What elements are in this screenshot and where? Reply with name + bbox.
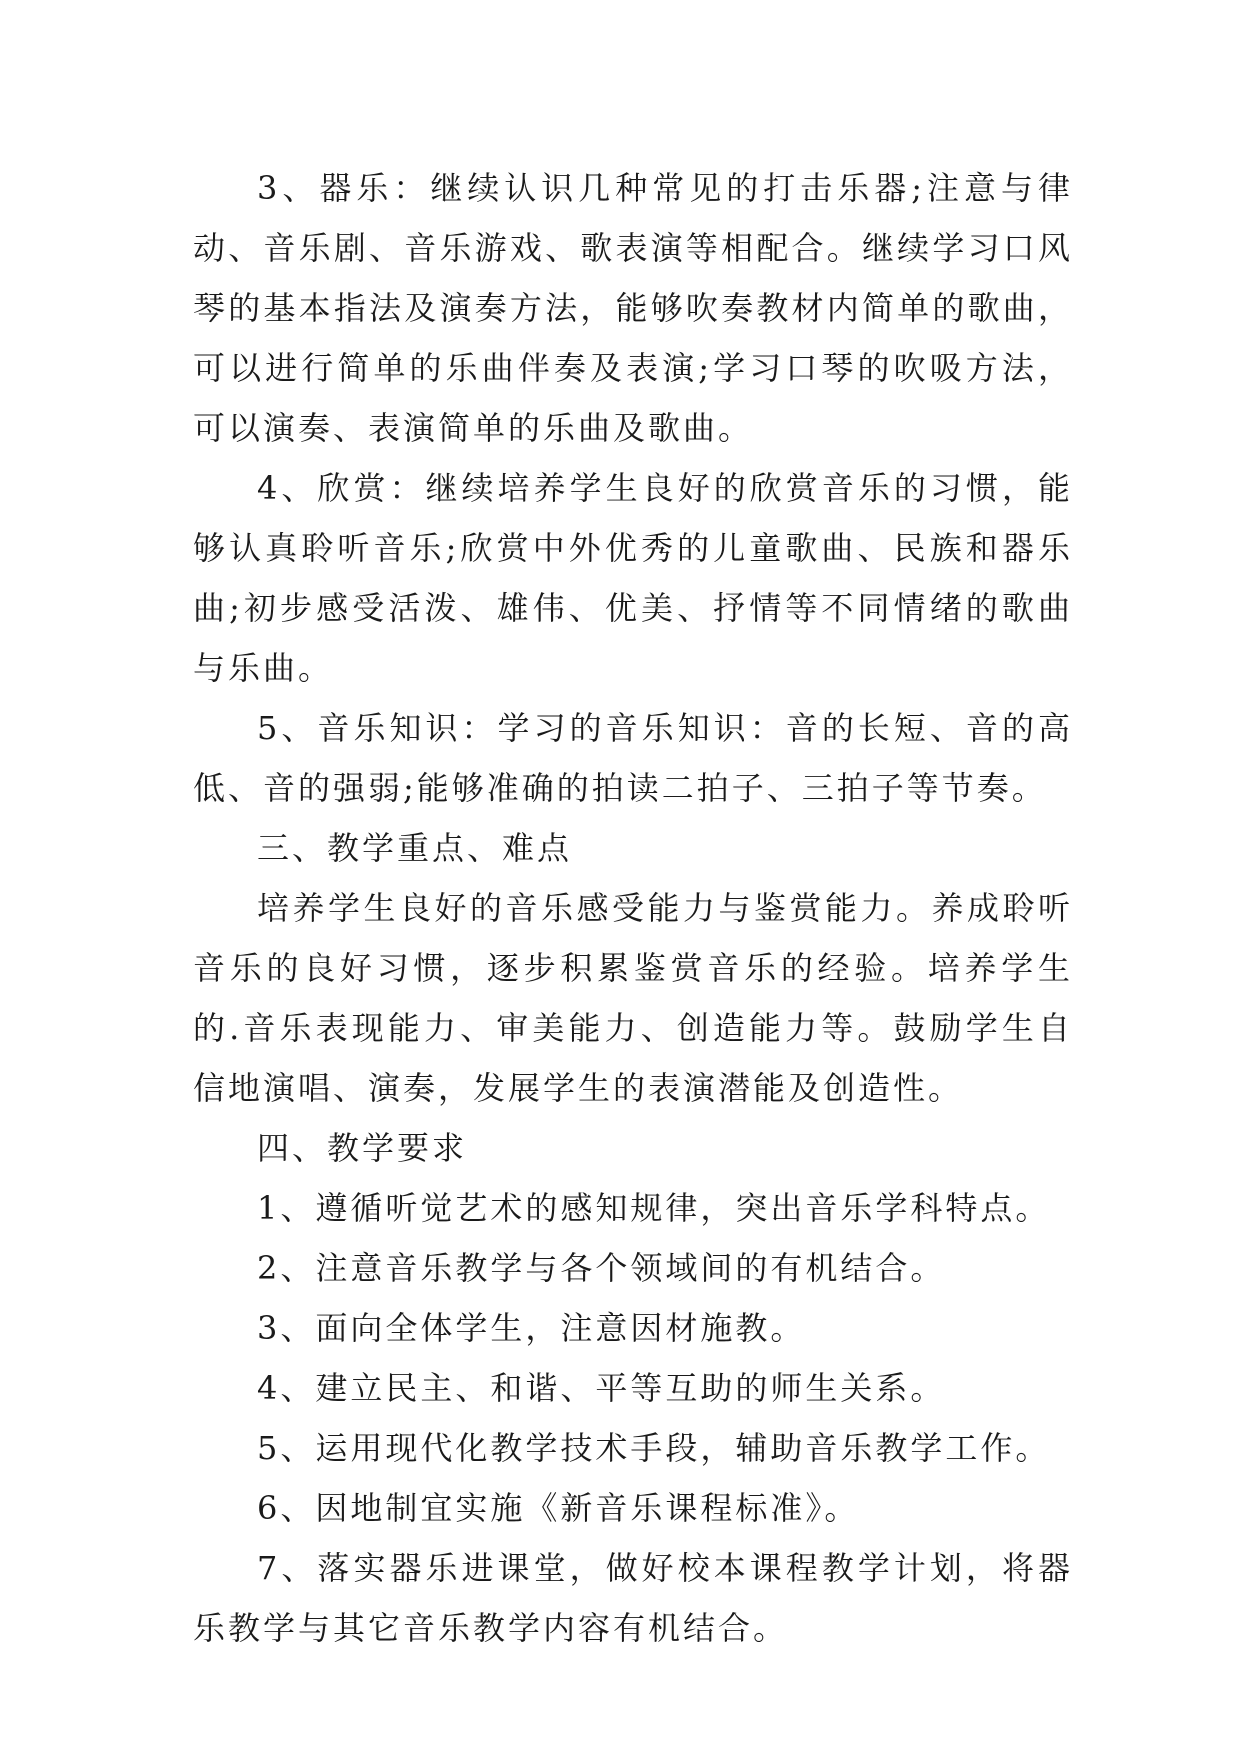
para-requirement-6: 6、因地制宜实施《新音乐课程标准》。 xyxy=(257,1489,860,1527)
para-requirement-7: 7、落实器乐进课堂，做好校本课程教学计划，将器乐教学与其它音乐教学内容有机结合。 xyxy=(193,1549,1073,1647)
para-appreciation: 4、欣赏：继续培养学生良好的欣赏音乐的习惯，能够认真聆听音乐;欣赏中外优秀的儿童歌曲、民族和器乐曲;初步感受活泼、雄伟、优美、抒情等不同情绪的歌曲与乐曲。 xyxy=(193,469,1073,687)
heading-requirements: 四、教学要求 xyxy=(257,1129,468,1167)
para-key-points-body: 培养学生良好的音乐感受能力与鉴赏能力。养成聆听音乐的良好习惯，逐步积累鉴赏音乐的经验。培养学生的.音乐表现能力、审美能力、创造能力等。鼓励学生自信地演唱、演奏，发展学生的表演潜能及创造性。 xyxy=(193,889,1073,1107)
para-requirement-3: 3、面向全体学生，注意因材施教。 xyxy=(257,1309,806,1347)
para-requirement-2: 2、注意音乐教学与各个领域间的有机结合。 xyxy=(257,1249,946,1287)
document-body xyxy=(193,158,1073,1658)
para-requirement-4: 4、建立民主、和谐、平等互助的师生关系。 xyxy=(257,1369,946,1407)
para-requirement-5: 5、运用现代化教学技术手段，辅助音乐教学工作。 xyxy=(257,1429,1051,1467)
heading-key-points: 三、教学重点、难点 xyxy=(257,829,573,867)
para-requirement-1: 1、遵循听觉艺术的感知规律，突出音乐学科特点。 xyxy=(257,1189,1051,1227)
para-instrumental: 3、器乐：继续认识几种常见的打击乐器;注意与律动、音乐剧、音乐游戏、歌表演等相配合。继续学习口风琴的基本指法及演奏方法，能够吹奏教材内简单的歌曲，可以进行简单的乐曲伴奏及表演;学习口琴的吹吸方法，可以演奏、表演简单的乐曲及歌曲。 xyxy=(193,169,1073,447)
para-music-knowledge: 5、音乐知识：学习的音乐知识：音的长短、音的高低、音的强弱;能够准确的拍读二拍子、三拍子等节奏。 xyxy=(193,709,1073,807)
